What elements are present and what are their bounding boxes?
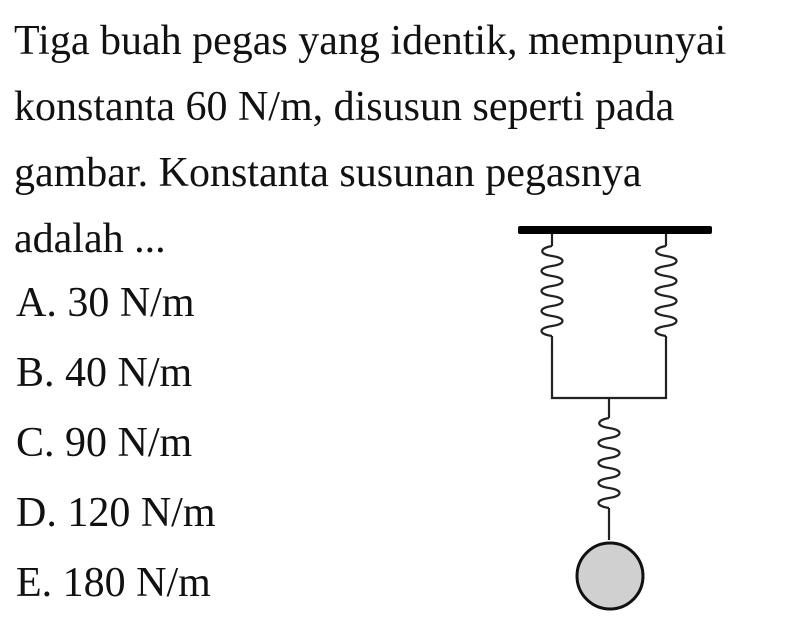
spring-right — [656, 234, 677, 348]
hanging-mass — [577, 543, 643, 609]
option-e[interactable]: E. 180 N/m — [16, 560, 211, 606]
question-line-4: adalah ... — [14, 216, 166, 262]
spring-system-diagram — [510, 210, 720, 620]
option-a[interactable]: A. 30 N/m — [16, 280, 195, 326]
option-c[interactable]: C. 90 N/m — [16, 420, 193, 466]
option-b[interactable]: B. 40 N/m — [16, 350, 193, 396]
answer-options — [16, 268, 216, 618]
question-line-1: Tiga buah pegas yang identik, mempunyai — [14, 18, 727, 64]
connector-bar — [552, 348, 666, 398]
ceiling-bar — [518, 226, 712, 234]
question-line-3: gambar. Konstanta susunan pegasnya — [14, 150, 642, 196]
spring-left — [542, 234, 563, 348]
spring-bottom — [599, 398, 620, 540]
option-d[interactable]: D. 120 N/m — [16, 490, 216, 536]
question-line-2: konstanta 60 N/m, disusun seperti pada — [14, 84, 675, 130]
